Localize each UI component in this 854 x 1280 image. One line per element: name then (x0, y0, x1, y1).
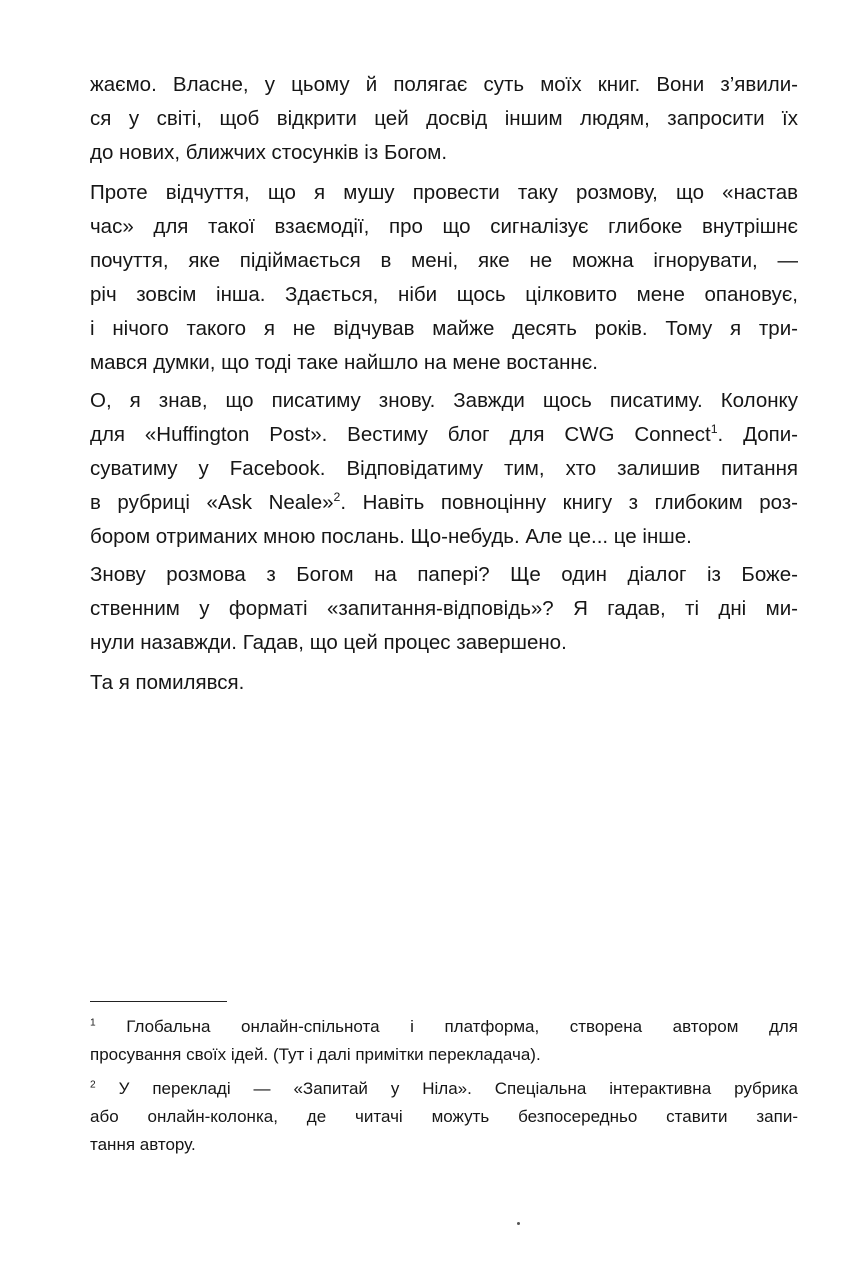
footnote-line: або онлайн-колонка, де читачі можуть безпосередньо ставити запи- (90, 1107, 798, 1126)
body-text-line: бором отриманих мною послань. Що-небудь. Але це... це інше. (90, 525, 692, 548)
body-text-line (90, 490, 798, 516)
footnote-line (90, 1016, 798, 1038)
footnote-marker: 1 (90, 1017, 96, 1029)
body-text-line (90, 422, 798, 448)
body-text-line: жаємо. Власне, у цьому й полягає суть моїх книг. Вони з’явили- (90, 73, 798, 96)
body-text-line: час» для такої взаємодії, про що сигналізує глибоке внутрішнє (90, 215, 798, 238)
body-text-line: річ зовсім інша. Здається, ніби щось цілковито мене опановує, (90, 283, 798, 306)
body-text-line: почуття, яке підіймається в мені, яке не можна ігнорувати, — (90, 249, 798, 272)
footnote-text: У перекладі — «Запитай у Ніла». Спеціальна інтерактивна рубрика (118, 1079, 798, 1098)
body-text-segment: . Допи- (717, 423, 798, 446)
body-text-line: Та я помилявся. (90, 671, 245, 694)
body-text-segment: . Навіть повноцінну книгу з глибоким роз- (340, 491, 799, 514)
body-text-line: суватиму у Facebook. Відповідатиму тим, хто залишив питання (90, 457, 798, 480)
footnote-line (90, 1078, 798, 1100)
body-text-line: Знову розмова з Богом на папері? Ще один діалог із Боже- (90, 563, 798, 586)
body-text-line: нули назавжди. Гадав, що цей процес завершено. (90, 631, 567, 654)
body-text-line: О, я знав, що писатиму знову. Завжди щось писатиму. Колонку (90, 389, 798, 412)
body-text-line: ся у світі, щоб відкрити цей досвід іншим людям, запросити їх (90, 107, 798, 130)
body-text-line: Проте відчуття, що я мушу провести таку розмову, що «настав (90, 181, 798, 204)
body-text-line: і нічого такого я не відчував майже десять років. Тому я три- (90, 317, 798, 340)
footnote-line: просування своїх ідей. (Тут і далі примітки перекладача). (90, 1045, 541, 1064)
scan-speck (517, 1222, 520, 1225)
body-text-line: ственним у форматі «запитання-відповідь»? Я гадав, ті дні ми- (90, 597, 798, 620)
footnote-reference: 1 (710, 422, 718, 437)
body-text-segment: для «Huffington Post». Вестиму блог для CWG Connect (90, 423, 711, 446)
body-text-line: мався думки, що тоді таке найшло на мене востаннє. (90, 351, 598, 374)
footnote-marker: 2 (90, 1079, 96, 1091)
footnote-text: Глобальна онлайн-спільнота і платформа, створена автором для (126, 1017, 798, 1036)
body-text-segment: в рубриці «Ask Neale» (90, 491, 334, 514)
footnote-reference: 2 (333, 490, 341, 505)
footnote-line: тання автору. (90, 1135, 196, 1154)
footnote-separator (90, 1001, 227, 1002)
body-text-line: до нових, ближчих стосунків із Богом. (90, 141, 448, 164)
